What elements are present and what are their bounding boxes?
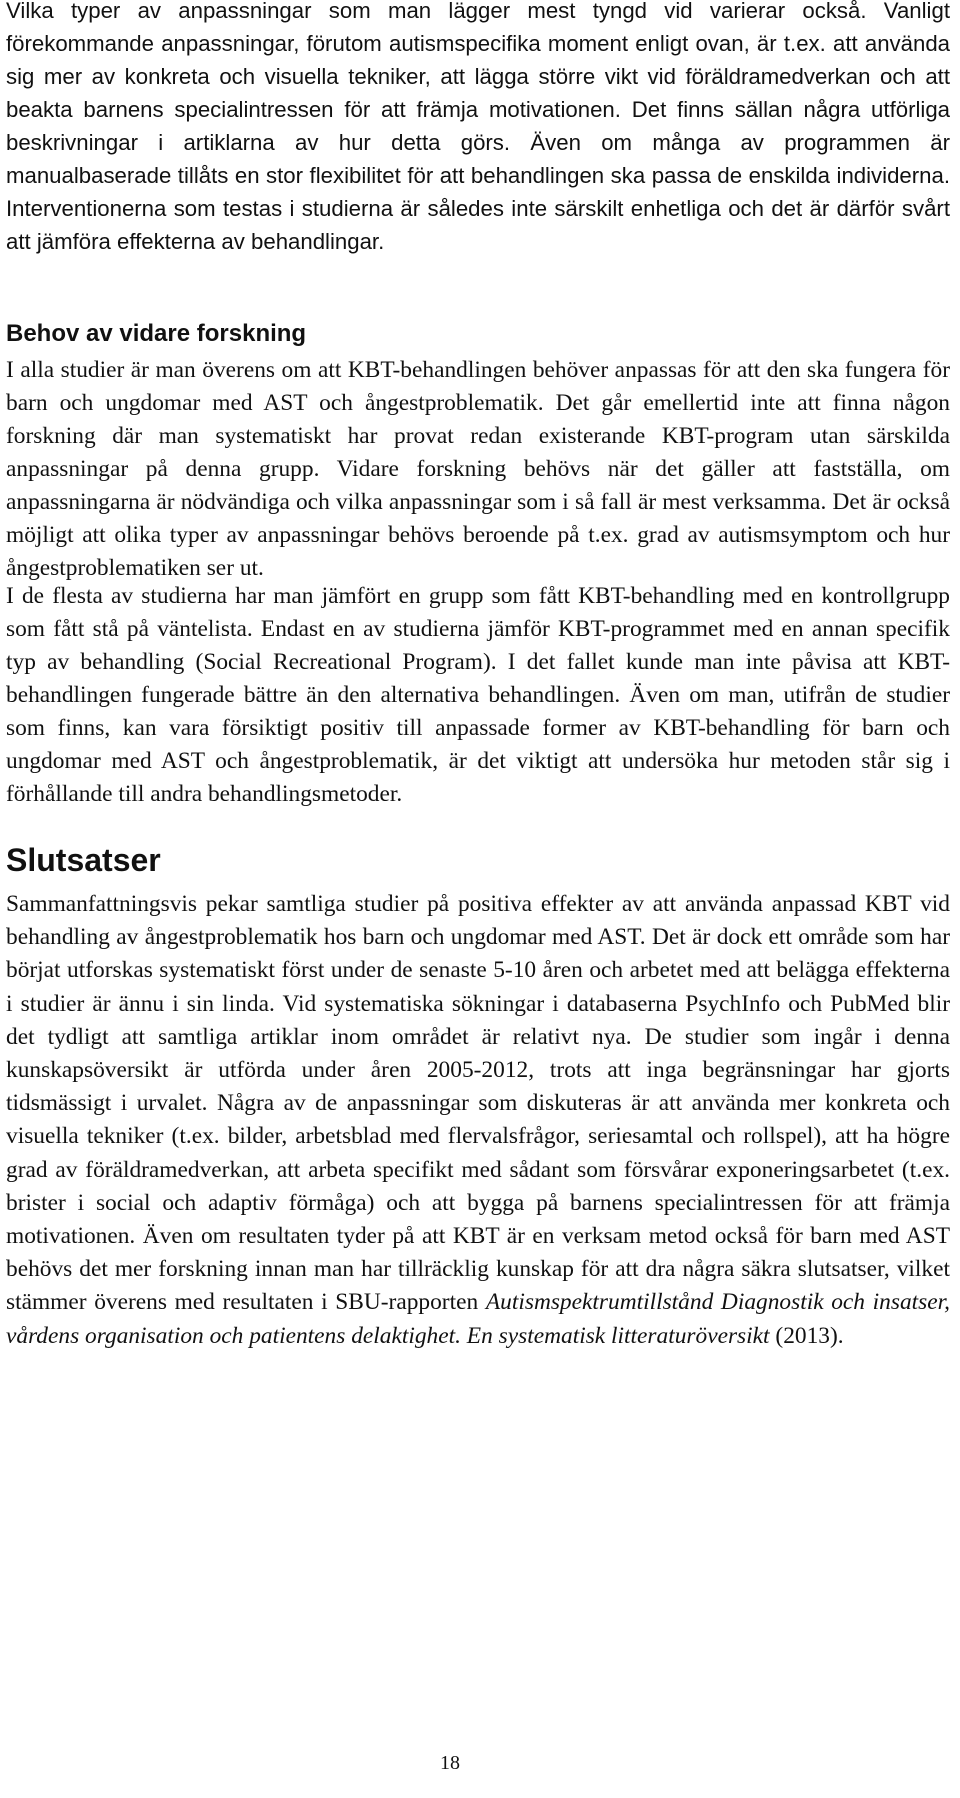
citation-title: Autismspektrumtillstånd Diagnostik och insatser, vårdens organisation och patientens delaktighet. En systematisk litteraturöversikt — [6, 1289, 950, 1349]
conclusions-text: Sammanfattningsvis pekar samtliga studier på positiva effekter av att använda anpassad KBT vid behandling av ångestproblematik hos barn och ungdomar med AST. Det är dock ett område som har börjat utforskas systematiskt först under de senaste 5-10 åren och arbetet med att belägga effekterna i studier är ännu i sin linda. Vid systematiska sökningar i databaserna PsychInfo och PubMed blir det tydligt att samtliga artiklar inom området är relativt nya. De studier som ingår i denna kunskapsöversikt är utförda under åren 2005-2012, trots att inga begränsningar har gjorts tidsmässigt i urvalet. Några av de anpassningar som diskuteras är att använda mer konkreta och visuella tekniker (t.ex. bilder, arbetsblad med flervalsfrågor, seriesamtal och rollspel), att ha högre grad av föräldramedverkan, att arbeta specifikt med sådant som försvårar exponeringsarbetet (t.ex. brister i social och adaptiv förmåga) och att bygga på barnens specialintressen för att främja motivationen. Även om resultaten tyder på att KBT är en verksam metod också för barn med AST behövs det mer forskning innan man har tillräcklig kunskap för att dra några säkra slutsatser, vilket stämmer överens med resultaten i SBU-rapporten — [6, 891, 950, 1316]
page-number: 18 — [440, 1752, 460, 1774]
citation-year: (2013). — [775, 1322, 844, 1349]
further-research-paragraph-2: I de flesta av studierna har man jämfört en grupp som fått KBT-behandling med en kontrollgrupp som fått stå på väntelista. Endast en av studierna jämför KBT-programmet med en annan specifik typ av behandling (Social Recreational Program). I det fallet kunde man inte påvisa att KBT-behandlingen fungerade bättre än den alternativa behandlingen. Även om man, utifrån de studier som finns, kan vara försiktigt positiv till anpassade former av KBT-behandling för barn och ungdomar med AST och ångestproblematik, är det viktigt att undersöka hur metoden står sig i förhållande till andra behandlingsmetoder. — [6, 583, 950, 807]
heading-further-research: Behov av vidare forskning — [6, 320, 307, 347]
heading-conclusions: Slutsatser — [6, 842, 161, 878]
conclusions-paragraph — [6, 888, 950, 1353]
intro-paragraph: Vilka typer av anpassningar som man lägger mest tyngd vid varierar också. Vanligt förekommande anpassningar, förutom autismspecifika moment enligt ovan, är t.ex. att använda sig mer av konkreta och visuella tekniker, att lägga större vikt vid föräldramedverkan och att beakta barnens specialintressen för att främja motivationen. Det finns sällan några utförliga beskrivningar i artiklarna av hur detta görs. Även om många av programmen är manualbaserade tillåts en stor flexibilitet för att behandlingen ska passa de enskilda individerna. Interventionerna som testas i studierna är således inte särskilt enhetliga och det är därför svårt att jämföra effekterna av behandlingar. — [6, 0, 950, 254]
further-research-paragraph-1: I alla studier är man överens om att KBT-behandlingen behöver anpassas för att den ska fungera för barn och ungdomar med AST och ångestproblematik. Det går emellertid inte att finna någon forskning där man systematiskt har provat redan existerande KBT-program utan särskilda anpassningar på denna grupp. Vidare forskning behövs när det gäller att fastställa, om anpassningarna är nödvändiga och vilka anpassningar som i så fall är mest verksamma. Det är också möjligt att olika typer av anpassningar behövs beroende på t.ex. grad av autismsymptom och hur ångestproblematiken ser ut. — [6, 357, 950, 581]
